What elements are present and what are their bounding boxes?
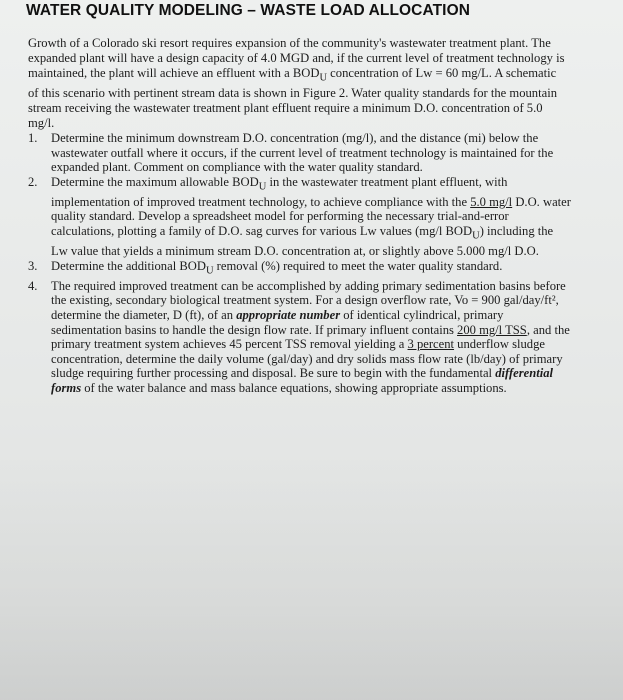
tss-removal: 45 percent TSS [229,337,307,352]
question-text: Determine the minimum downstream D.O. concentration (mg/l), and the distance (mi) below the wastewater outfall where it occurs, if the current level of treatment technology is maintained for the expanded plant. Comment on compliance with the water quality standard. [51,131,554,175]
question-item-4: 4. The required improved treatment can be accomplished by adding primary sedimentation basins before the existing, secondary biological treatment system. For a design overflow rate, Vo = 900 gal/day/ft², determine the diameter, D (ft), of an appropriate number of identical cylindrical, primary sedimentation basins to handle the design flow rate. If primary influent contains 200 mg/l TSS, and the primary treatment system achieves 45 percent TSS removal yielding a 3 percent underflow sludge concentration, determine the daily volume (gal/day) and dry solids mass flow rate (lb/day) of primary sludge requiring further processing and disposal. Be sure to begin with the fundamental differential forms of the water balance and mass balance equations, showing appropriate assumptions. [28,278,570,396]
lw-value: Lw = 60 mg/L [415,65,489,80]
question-item-3: 3. Determine the additional $BOD_U$ removal (%) required to meet the water quality standard. [28,258,503,277]
capacity-value: 4.0 MGD [260,50,310,65]
question-number: 2. [28,174,38,189]
do-standard-underlined: 5.0 mg/l [470,194,513,209]
question-list [28,131,573,396]
document-title: WATER QUALITY MODELING – WASTE LOAD ALLOCATION [26,2,471,19]
overflow-rate-value: Vo = 900 gal/day/ft² [454,293,556,308]
tss-concentration: 200 mg/l TSS [457,322,527,337]
emphasis-text: appropriate number [236,308,341,323]
question-number: 4. [28,278,38,293]
question-number: 3. [28,258,38,273]
emphasis-text: differential forms [51,366,554,396]
intro-paragraph: Growth of a Colorado ski resort requires expansion of the community's wastewater treatment plant. The expanded plant will have a design capacity of 4.0 MGD and, if the current level of treatment technology is maintained, the plant will achieve an effluent with a $BOD_U$ concentration of Lw = 60 mg/L. A schematic of this scenario with pertinent stream data is shown in Figure 2. Water quality standards for the mountain stream receiving the wastewater treatment plant effluent require a minimum D.O. concentration of 5.0 mg/l. [28,36,565,130]
question-item-2: 2. Determine the maximum allowable $BOD_U$ in the wastewater treatment plant effluent, with implementation of improved treatment technology, to achieve compliance with the 5.0 mg/l D.O. water quality standard. Develop a spreadsheet model for performing the necessary trial-and-error calculations, plotting a family of D.O. sag curves for various Lw values (mg/l $BOD_U$) including the Lw value that yields a minimum stream D.O. concentration at, or slightly above 5.000 mg/l D.O. [28,174,571,259]
question-item-1 [28,131,573,175]
do-standard-value: 5.0 mg/l [28,100,543,130]
sludge-percent: 3 percent [407,337,455,352]
question-number: 1. [28,131,38,145]
figure-reference: Figure 2. [302,85,349,100]
page-shadow [0,450,623,700]
